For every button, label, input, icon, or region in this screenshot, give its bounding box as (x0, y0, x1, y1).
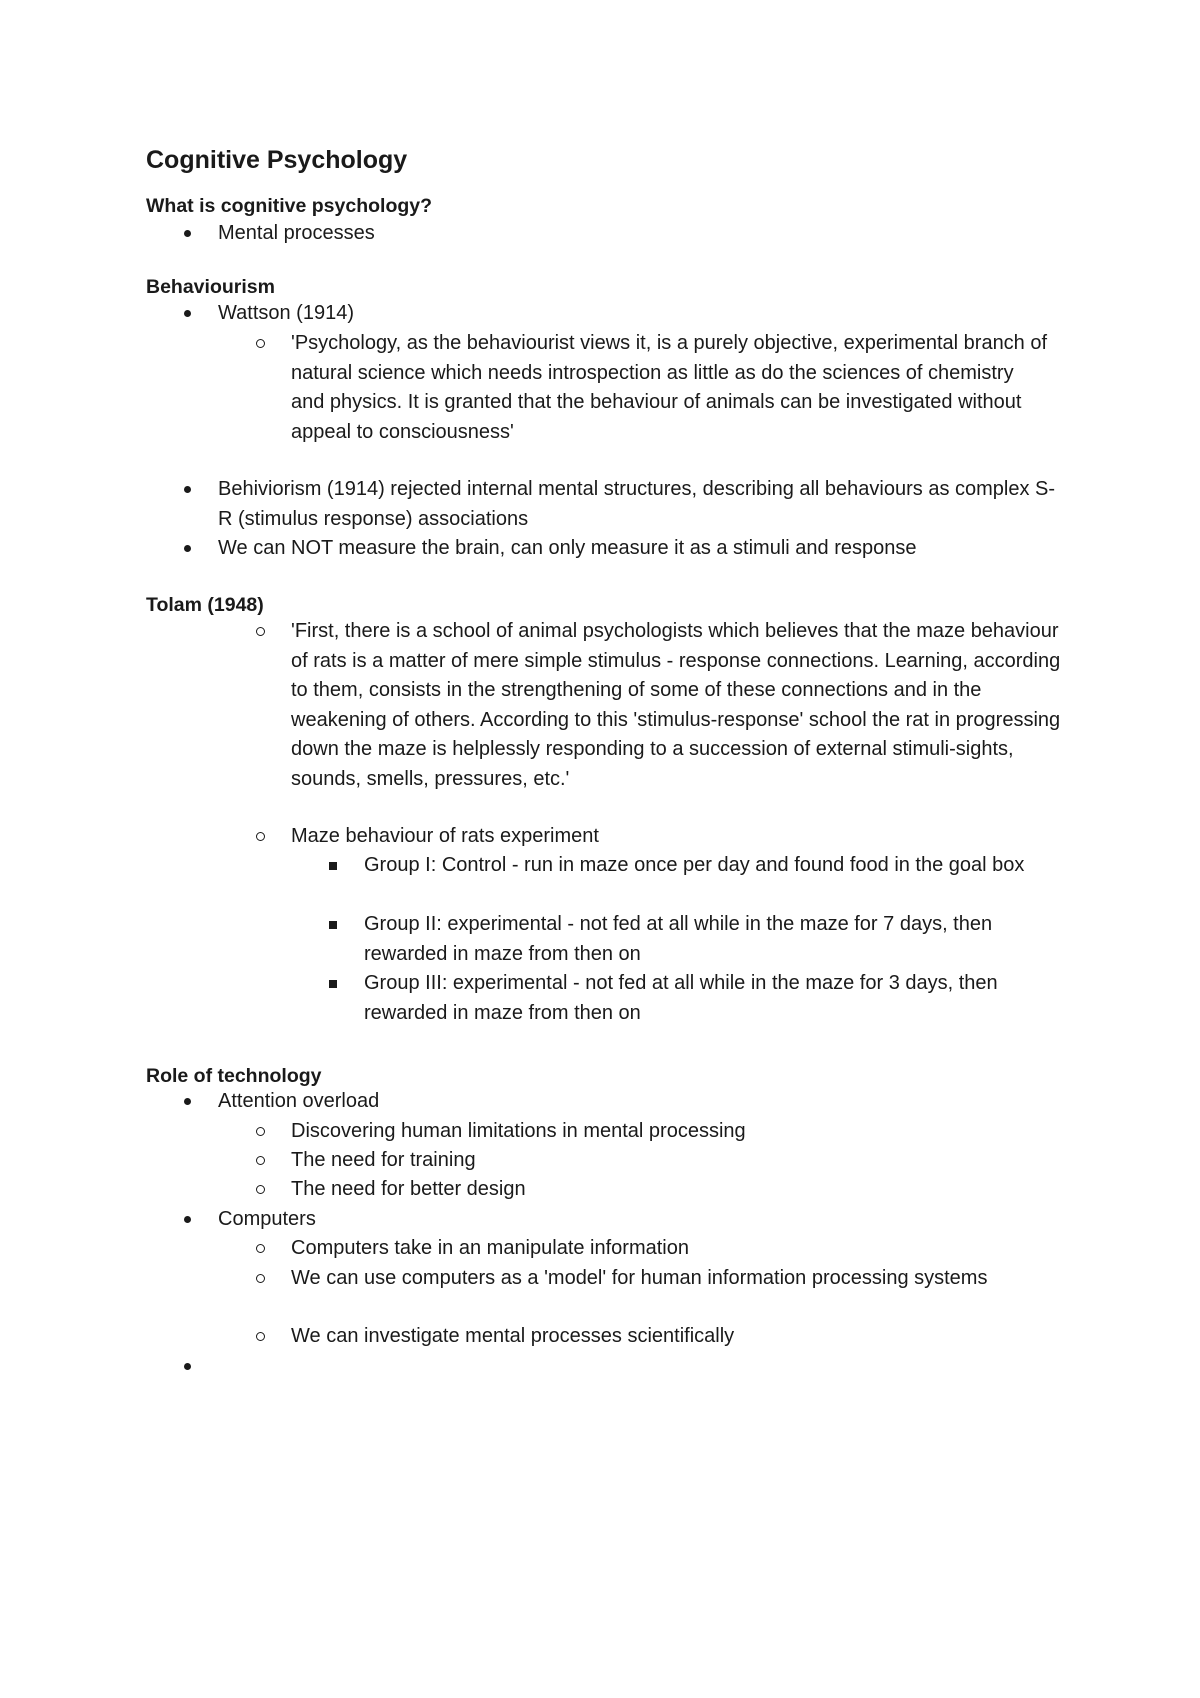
list-item: The need for training (291, 1146, 1071, 1176)
hollow-bullet-icon (256, 1127, 265, 1136)
bullet-icon (184, 230, 191, 237)
square-bullet-icon (329, 921, 337, 929)
document-title: Cognitive Psychology (146, 146, 408, 174)
list-item: Maze behaviour of rats experiment (291, 822, 1071, 852)
bullet-icon (184, 310, 191, 317)
list-item: Group II: experimental - not fed at all while in the maze for 7 days, then rewarded in maze from then on (364, 910, 1074, 969)
hollow-bullet-icon (256, 832, 265, 841)
list-item: 'Psychology, as the behaviourist views it, is a purely objective, experimental branch of natural science which needs introspection as little as do the sciences of chemistry and physics. It is granted that the behaviour of animals can be investigated without appeal to consciousness' (291, 329, 1051, 447)
list-item: Attention overload (218, 1087, 1068, 1117)
list-item: Mental processes (218, 219, 1068, 249)
bullet-icon (184, 1098, 191, 1105)
list-item: Group I: Control - run in maze once per day and found food in the goal box (364, 851, 1074, 881)
heading-tolam: Tolam (1948) (146, 594, 264, 616)
square-bullet-icon (329, 862, 337, 870)
hollow-bullet-icon (256, 627, 265, 636)
bullet-icon (184, 1216, 191, 1223)
heading-role-of-technology: Role of technology (146, 1065, 322, 1087)
bullet-icon (184, 1363, 191, 1370)
list-item: Behiviorism (1914) rejected internal mental structures, describing all behaviours as complex S-R (stimulus response) associations (218, 475, 1063, 534)
square-bullet-icon (329, 980, 337, 988)
list-item: We can NOT measure the brain, can only measure it as a stimuli and response (218, 534, 1068, 564)
heading-what-is-cognitive-psychology: What is cognitive psychology? (146, 195, 433, 217)
heading-behaviourism: Behaviourism (146, 276, 275, 298)
list-item: The need for better design (291, 1175, 1071, 1205)
hollow-bullet-icon (256, 339, 265, 348)
hollow-bullet-icon (256, 1185, 265, 1194)
hollow-bullet-icon (256, 1156, 265, 1165)
hollow-bullet-icon (256, 1244, 265, 1253)
list-item: We can investigate mental processes scientifically (291, 1322, 1071, 1352)
hollow-bullet-icon (256, 1332, 265, 1341)
bullet-icon (184, 545, 191, 552)
hollow-bullet-icon (256, 1274, 265, 1283)
list-item: Computers take in an manipulate information (291, 1234, 1071, 1264)
list-item: 'First, there is a school of animal psychologists which believes that the maze behaviour of rats is a matter of mere simple stimulus - response connections. Learning, according to them, consists in the strengthening of some of these connections and in the weakening of others. According to this 'stimulus-response' school the rat in progressing down the maze is helplessly responding to a succession of external stimuli-sights, sounds, smells, pressures, etc.' (291, 617, 1066, 794)
bullet-icon (184, 486, 191, 493)
list-item: Computers (218, 1205, 1068, 1235)
list-item: We can use computers as a 'model' for human information processing systems (291, 1264, 1011, 1294)
list-item: Wattson (1914) (218, 299, 1068, 329)
list-item: Discovering human limitations in mental processing (291, 1117, 1071, 1147)
list-item: Group III: experimental - not fed at all while in the maze for 3 days, then rewarded in maze from then on (364, 969, 1074, 1028)
